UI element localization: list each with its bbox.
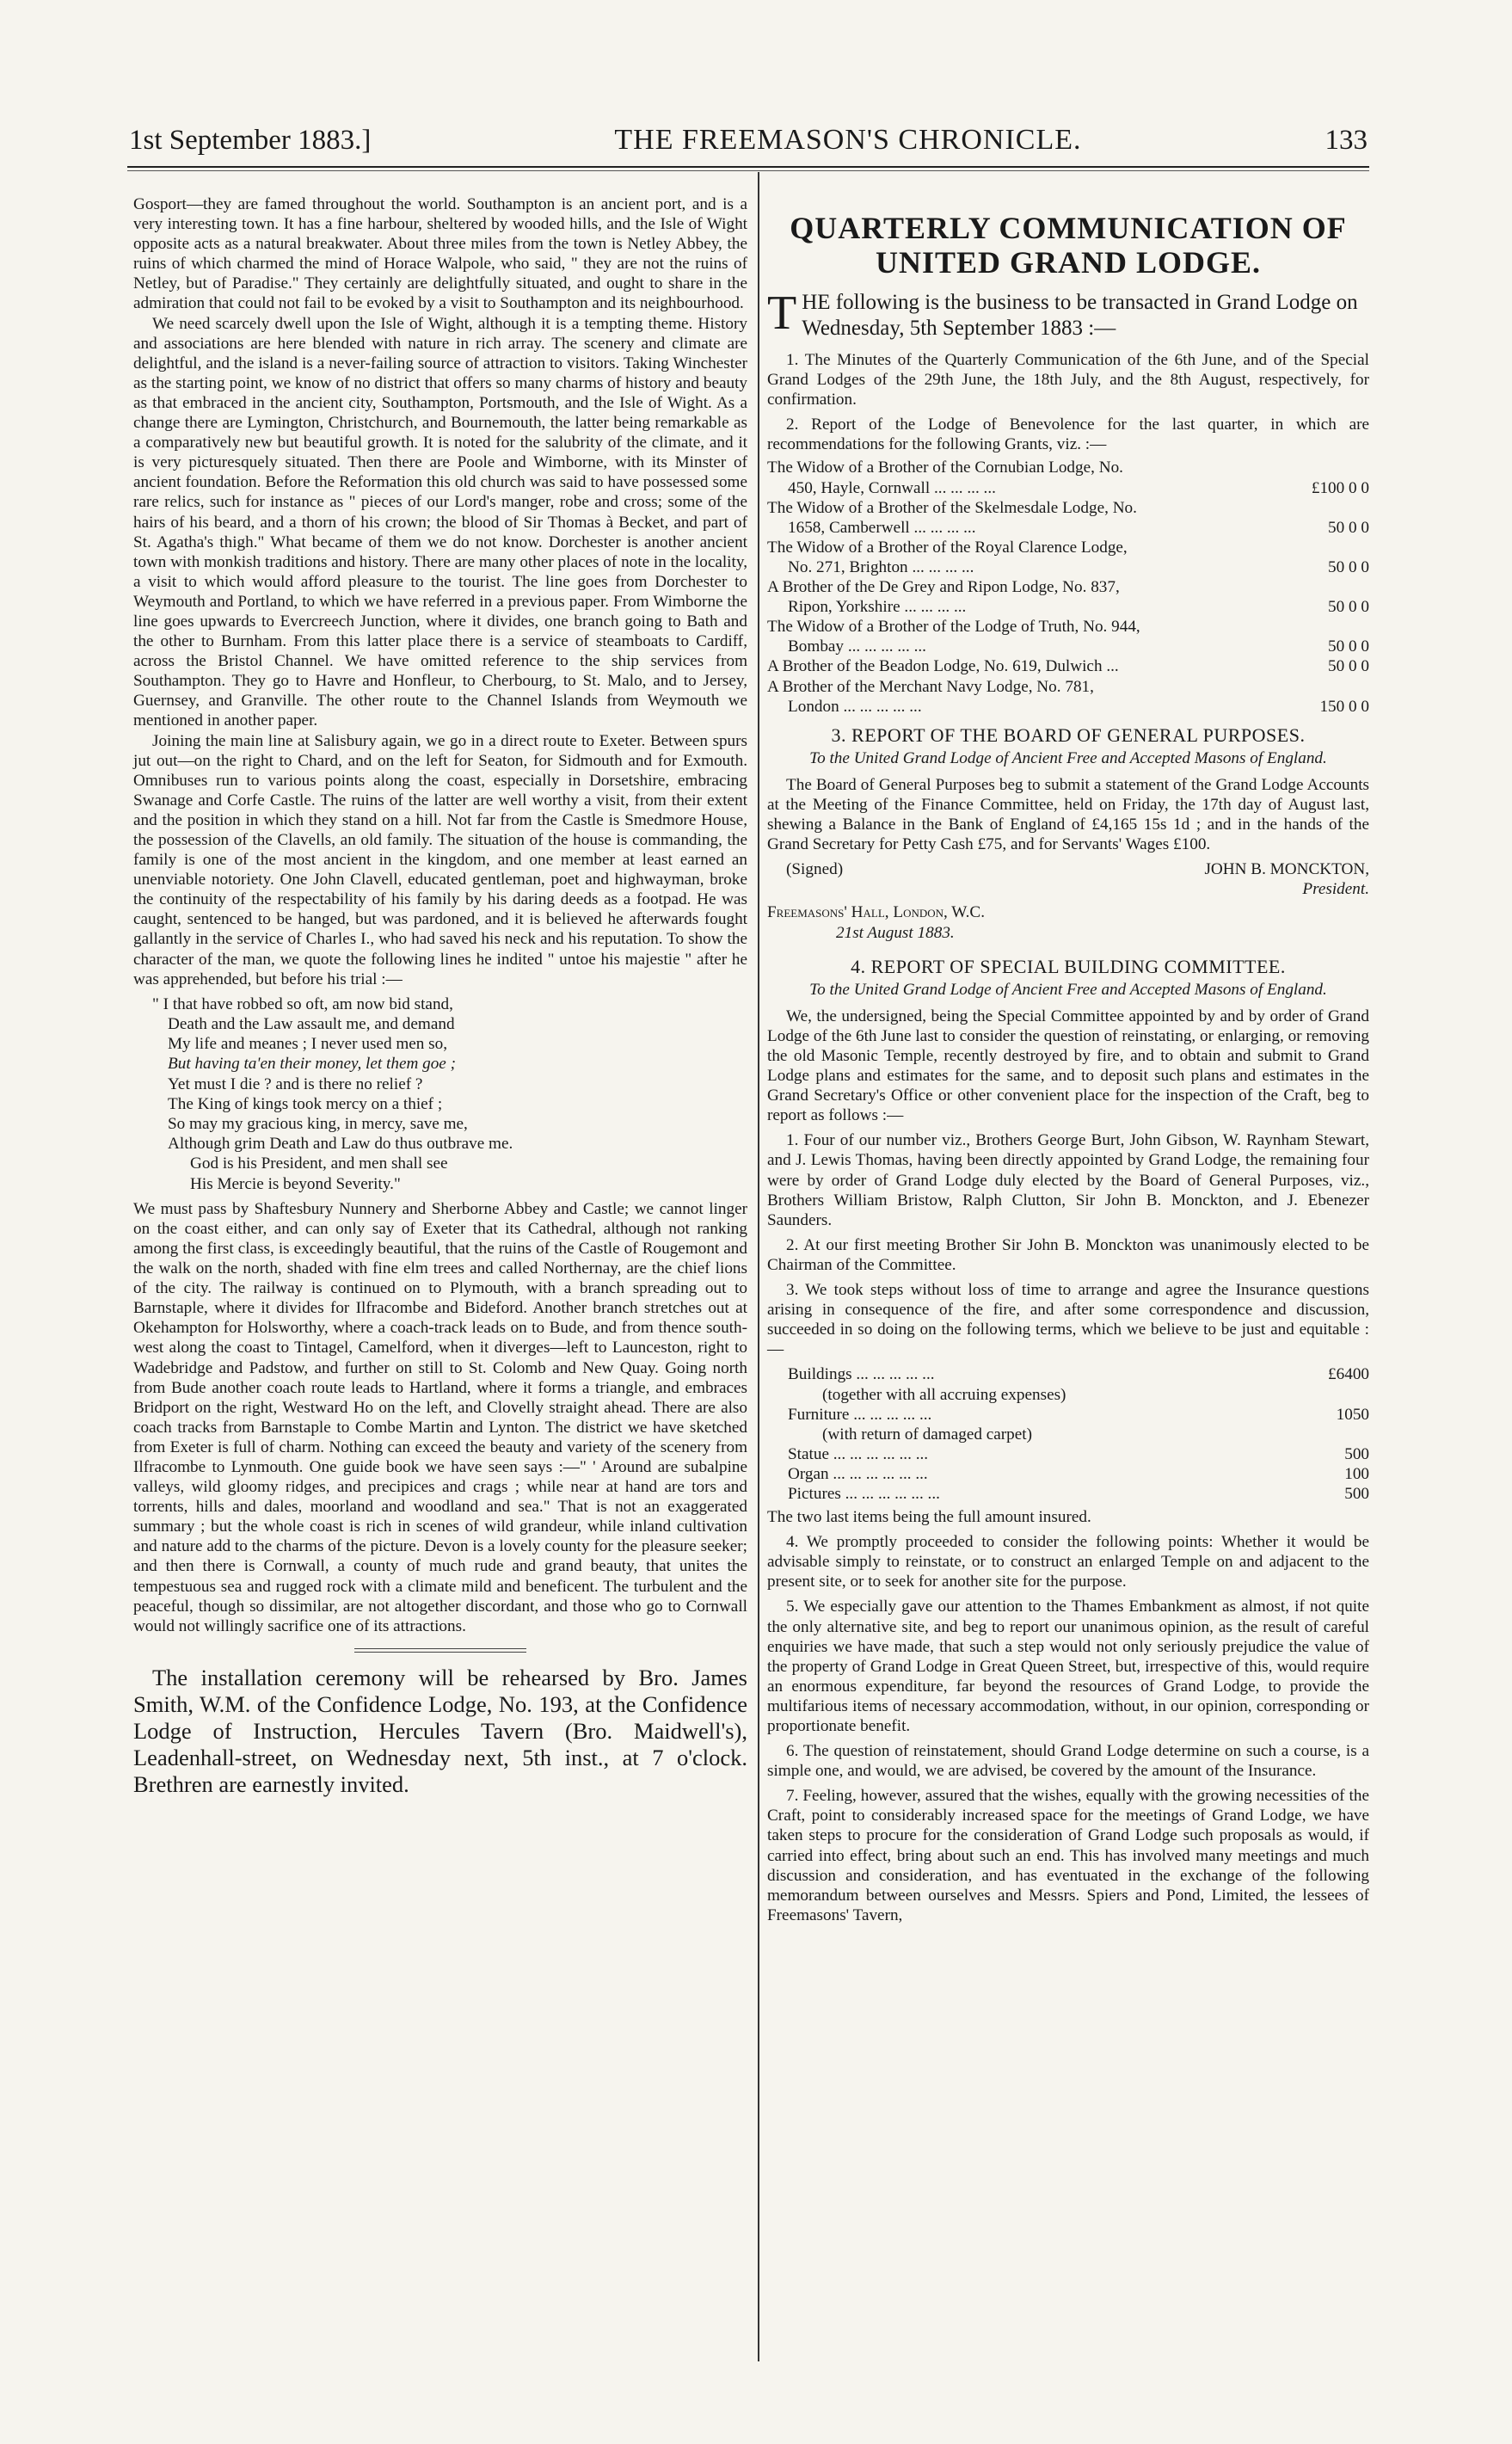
poem-line: My life and meanes ; I never used men so, [168,1035,448,1054]
grant-line: The Widow of a Brother of the Lodge of Truth, No. 944, [767,618,1140,637]
section-4-subtitle: To the United Grand Lodge of Ancient Free and Accepted Masons of England. [809,980,1327,999]
grant-line: The Widow of a Brother of the Skelmesdale Lodge, No. [767,498,1137,517]
drop-cap: T [767,286,797,340]
paragraph: Joining the main line at Salisbury again, we go in a direct route to Exeter. Between spurs jut out—on the right to Chard, and on the left for Seaton, for Sidmouth and for Exmouth. Omnibuses run to various points along the coast, especially in Dorsetshire, embracing Swanage and Corfe Castle. The ruins of the latter are well worthy a visit, from their extent and the position in which they stand on a hill. Not far from the Castle is Smedmore House, the possession of the Clavells, an old family. The situation of the house is commanding, the family is one of the most ancient in the kingdom, and one member at least earned an unenviable notoriety. One John Clavell, educated gentleman, poet and highwayman, broke the continuity of the respectability of his family by his daring deeds as a footpad. He was caught, sentenced to be hanged, but was pardoned, and it is believed he afterwards fought gallantly in the service of Charles I., who had saved his neck and his reputation. To show the character of the man, we quote the following lines he indited " untoe his majestie " after he was apprehended, but before his trial :— [133,731,747,988]
grant-line: A Brother of the Beadon Lodge, No. 619, Dulwich ... [767,657,1119,676]
poem-line: Yet must I die ? and is there no relief ? [168,1074,423,1093]
grant-line: A Brother of the Merchant Navy Lodge, No. 781, [767,677,1094,696]
column-divider [758,172,759,2361]
insurance-amount: 500 [1344,1484,1369,1503]
grant-line: 1658, Camberwell ... ... ... ... [788,518,976,537]
grant-line: London ... ... ... ... ... [788,697,922,716]
poem [152,994,747,1194]
paragraph: Gosport—they are famed throughout the world. Southampton is an ancient port, and is a very interesting town. It has a fine harbour, sheltered by wooded hills, and the Isle of Wight opposite acts as a natural breakwater. About three miles from the town is Netley Abbey, the ruins of which charmed the mind of Horace Walpole, who said, " they are not the ruins of Netley, but of Paradise." They certainly are delightfully situated, and ought to share in the admiration that could not fail to be evoked by a visit to Southampton and its neighbourhood. [133,195,747,313]
insurance-row [788,1364,1369,1384]
poem-line: God is his President, and men shall see [190,1154,448,1173]
poem-line: " I that have robbed so oft, am now bid stand, [152,994,453,1013]
publication-title: THE FREEMASON'S CHRONICLE. [614,124,1082,156]
paragraph: 1. Four of our number viz., Brothers George Burt, John Gibson, W. Raynham Stewart, and J. Lewis Thomas, having been directly appointed by Grand Lodge, the remaining four were by order of Grand Lodge duly elected by the Board of General Purposes, viz., Brothers William Bristow, Ralph Clutton, Sir John B. Monckton, and J. Ebenezer Saunders. [767,1131,1369,1229]
grant-amount: 50 0 0 [1328,598,1369,617]
left-column [133,194,747,1798]
signer-name: JOHN B. MONCKTON, [1204,860,1369,879]
insurance-item: Organ ... ... ... ... ... ... [788,1464,928,1483]
paragraph: The Board of General Purposes beg to submit a statement of the Grand Lodge Accounts at the Meeting of the Finance Committee, held on Friday, the 17th day of August last, shewing a Balance in the Bank of England of £4,165 15s 1d ; and in the hands of the Grand Secretary for Petty Cash £75, and for Servants' Wages £100. [767,775,1369,854]
insurance-amount: 500 [1344,1444,1369,1463]
grant-amount: 150 0 0 [1319,697,1369,716]
insurance-item: Buildings ... ... ... ... ... [788,1365,935,1384]
grant-amount: 50 0 0 [1328,518,1369,537]
poem-line: His Mercie is beyond Severity." [190,1174,401,1193]
grant-line: 450, Hayle, Cornwall ... ... ... ... [788,478,996,497]
grant-line: The Widow of a Brother of the Royal Clarence Lodge, [767,538,1128,557]
grant-row [767,577,1369,617]
insurance-row [788,1444,1369,1464]
poem-line: Death and the Law assault me, and demand [168,1014,455,1033]
paragraph: We need scarcely dwell upon the Isle of Wight, although it is a tempting theme. History and associations are here blended with nature in rich array. The scenery and climate are delightful, and the island is a never-failing source of attraction to visitors. Taking Winchester as the starting point, we know of no district that offers so many charms of history and beauty as that embraced in the ancient city, Southampton, Portsmouth, and the Isle of Wight. As a change there are Lymington, Christchurch, and Bournemouth, the latter being remarkable as a comparatively new but beautiful growth. It is noted for the salubrity of the climate, and it is very picturesquely situated. Then there are Poole and Wimborne, with its Minster of ancient foundation. Before the Reformation this old church was said to have possessed some rare relics, such for instance as " pieces of our Lord's manger, robe and cross; some of the hairs of his beard, and a thorn of his crown; the blood of Sir Thomas à Becket, and part of St. Agatha's thigh." What became of them we do not know. Dorchester is another ancient town with monkish traditions and history. There are many other places of note in the locality, a visit to which would afford pleasure to the tourist. The line goes from Dorchester to Weymouth and Portland, to which we have referred in a previous paper. From Wimborne the line goes upwards to Evercreech Junction, where it divides, one branch going to Bath and the other to Burnham. From this latter place there is a service of steamboats to Cardiff, across the Bristol Channel. We have omitted reference to the ship services from Southampton. They go to Havre and Honfleur, to Cherbourg, to St. Malo, and to Jersey, Guernsey, and Granville. The other route to the Channel Islands from Weymouth we mentioned in another paper. [133,314,747,730]
insurance-item: Furniture ... ... ... ... ... [788,1405,932,1424]
insurance-row [788,1464,1369,1484]
installation-notice: The installation ceremony will be rehearsed by Bro. James Smith, W.M. of the Confidence Lodge, No. 193, at the Confidence Lodge of Instruction, Hercules Tavern (Bro. Maidwell's), Leadenhall-street, on Wednesday next, 5th inst., at 7 o'clock. Brethren are earnestly invited. [133,1664,747,1797]
masthead-rule-thin [127,170,1369,171]
grant-line: Bombay ... ... ... ... ... [788,637,926,656]
grant-line: Ripon, Yorkshire ... ... ... ... [788,598,967,617]
grant-line: The Widow of a Brother of the Cornubian Lodge, No. [767,459,1123,477]
insurance-amount: 1050 [1336,1405,1369,1424]
grant-line: A Brother of the De Grey and Ripon Lodge, No. 837, [767,578,1120,597]
address-date: 21st August 1883. [836,923,955,942]
poem-line: Although grim Death and Law do thus outbrave me. [168,1135,513,1154]
insurance-row [788,1484,1369,1504]
poem-line: So may my gracious king, in mercy, save me, [168,1114,468,1133]
grant-row [767,617,1369,656]
issue-date: 1st September 1883.] [129,124,372,156]
grant-amount: £100 0 0 [1311,478,1369,497]
address: Freemasons' Hall, London, W.C. [767,903,986,922]
grant-row [767,656,1369,676]
insurance-item: Pictures ... ... ... ... ... ... [788,1484,940,1503]
poem-line: The King of kings took mercy on a thief ; [168,1094,443,1113]
grant-line: No. 271, Brighton ... ... ... ... [788,557,974,576]
intro-text: HE following is the business to be transacted in Grand Lodge on Wednesday, 5th September 1883 :— [802,291,1358,340]
grant-amount: 50 0 0 [1328,557,1369,576]
section-3-subtitle: To the United Grand Lodge of Ancient Free and Accepted Masons of England. [809,748,1327,767]
section-4-title: 4. REPORT OF SPECIAL BUILDING COMMITTEE. [851,955,1286,977]
insurance-row [788,1405,1369,1425]
grants-list [767,458,1369,716]
section-divider [354,1648,526,1653]
masthead-rule [127,166,1369,168]
insurance-note: (together with all accruing expenses) [822,1385,1066,1404]
paragraph: We, the undersigned, being the Special Committee appointed by and by order of Grand Lodge of the 6th June last to consider the question of reinstating, or enlarging, or removing the old Masonic Temple, recently destroyed by fire, and to obtain and submit to Grand Lodge plans and estimates for the same, and to deposit such plans and estimates in the Grand Secretary's Office or other convenient place for the inspection of the Craft, beg to report as follows :— [767,1007,1369,1125]
grant-row [767,677,1369,717]
section-3-title: 3. REPORT OF THE BOARD OF GENERAL PURPOSES. [831,723,1306,746]
paragraph: We must pass by Shaftesbury Nunnery and Sherborne Abbey and Castle; we cannot linger on the coast either, and can only say of Exeter that its Cathedral, although not ranking among the first class, is exceedingly beautiful, that the ruins of the Castle of Rougemont and the walk on the north, shaded with fine elm trees and called Northernay, are the chief lions of the city. The railway is continued on to Plymouth, with a branch spreading out to Barnstaple, where it divides for Ilfracombe and Bideford. Another branch stretches out at Okehampton for Holsworthy, where a coach-track leads on to Bude, and from thence south-west along the coast to Tintagel, Camelford, when it diverges—left to Launceston, right to Wadebridge and Padstow, and further on still to St. Colomb and New Quay. Going north from Bude another coach route leads to Hartland, where it forms a triangle, and embraces Bridport on the right, Westward Ho on the left, and Clovelly straight ahead. There are also coach tracks from Barnstaple to Combe Martin and Lynton. The district we have sketched from Exeter is full of charm. Nothing can exceed the beauty and variety of the scenery from Ilfracombe to Lynmouth. One guide book we have seen says :—" ' Around are subalpine valleys, wild gloomy ridges, and precipices and crags ; while near at hand are tors and torrents, hills and dales, moorland and woodland and sea." That is not an exaggerated summary ; but the whole coast is rich in scenes of wild grandeur, while inland cultivation and nature add to the charms of the picture. Devon is a lovely county for the pleasure seeker; and then there is Cornwall, a county of much rude and grand beauty, that unites the tempestuous sea and rugged rock with a climate mild and beneficent. The turbulent and the peaceful, though so dissimilar, are not altogether discordant, and those who go to Cornwall would not willingly sacrifice one of its attractions. [133,1199,747,1635]
signature-line [767,859,1369,879]
paragraph: 7. Feeling, however, assured that the wishes, equally with the growing necessities of the Craft, point to considerably increased space for the meetings of Grand Lodge, we have taken steps to procure for the consideration of Grand Lodge such proposals as would, if carried into effect, bring about such an end. This has involved many meetings and much discussion and consideration, and has eventuated in the exchange of the following memorandum between ourselves and Messrs. Spiers and Pond, Limited, the lessees of Freemasons' Tavern, [767,1787,1369,1924]
paragraph: 4. We promptly proceeded to consider the following points: Whether it would be advisable simply to reinstate, or to construct an enlarged Temple on and adjacent to the present site, or to seek for another site for the purpose. [767,1533,1369,1591]
item-2: 2. Report of the Lodge of Benevolence for the last quarter, in which are recommendations for the following Grants, viz. :— [767,416,1369,454]
item-1: 1. The Minutes of the Quarterly Communication of the 6th June, and of the Special Grand Lodges of the 29th June, the 18th July, and the 8th August, respectively, for confirmation. [767,351,1369,409]
grant-row [767,458,1369,497]
paragraph: 3. We took steps without loss of time to arrange and agree the Insurance questions arising in consequence of the fire, and after some correspondence and discussion, succeeded in so doing on the following terms, which we believe to be just and equitable :— [767,1281,1369,1359]
grant-amount: 50 0 0 [1328,657,1369,676]
grant-row [767,538,1369,577]
paragraph: The two last items being the full amount insured. [767,1508,1091,1527]
insurance-note: (with return of damaged carpet) [822,1425,1032,1444]
poem-line: But having ta'en their money, let them goe ; [168,1055,457,1074]
insurance-amount: 100 [1344,1464,1369,1483]
insurance-amount: £6400 [1328,1365,1369,1384]
signer-title: President. [1302,880,1369,899]
intro [767,286,1369,342]
right-column [767,211,1369,1925]
masthead [129,119,1368,162]
grant-amount: 50 0 0 [1328,637,1369,656]
page-number: 133 [1325,124,1368,156]
insurance-item: Statue ... ... ... ... ... ... [788,1444,929,1463]
signed-label: (Signed) [786,860,844,879]
paragraph: 5. We especially gave our attention to the Thames Embankment as almost, if not quite the only alternative site, and beg to report our unanimous opinion, as the result of careful enquiries we have made, that such a step would not only seriously prejudice the value of the property of Grand Lodge in Great Queen Street, but, irrespective of this, would require an enormous expenditure, far beyond the resources of Grand Lodge, to provide the multifarious items of necessary accommodation, without, in our opinion, corresponding or proportionate benefit. [767,1598,1369,1735]
paragraph: 6. The question of reinstatement, should Grand Lodge determine on such a course, is a simple one, and would, we are advised, be covered by the amount of the Insurance. [767,1742,1369,1781]
article-heading: QUARTERLY COMMUNICATION OF UNITED GRAND LODGE. [790,211,1347,280]
grant-row [767,498,1369,538]
paragraph: 2. At our first meeting Brother Sir John B. Monckton was unanimously elected to be Chairman of the Committee. [767,1235,1369,1274]
insurance-list [788,1364,1369,1504]
